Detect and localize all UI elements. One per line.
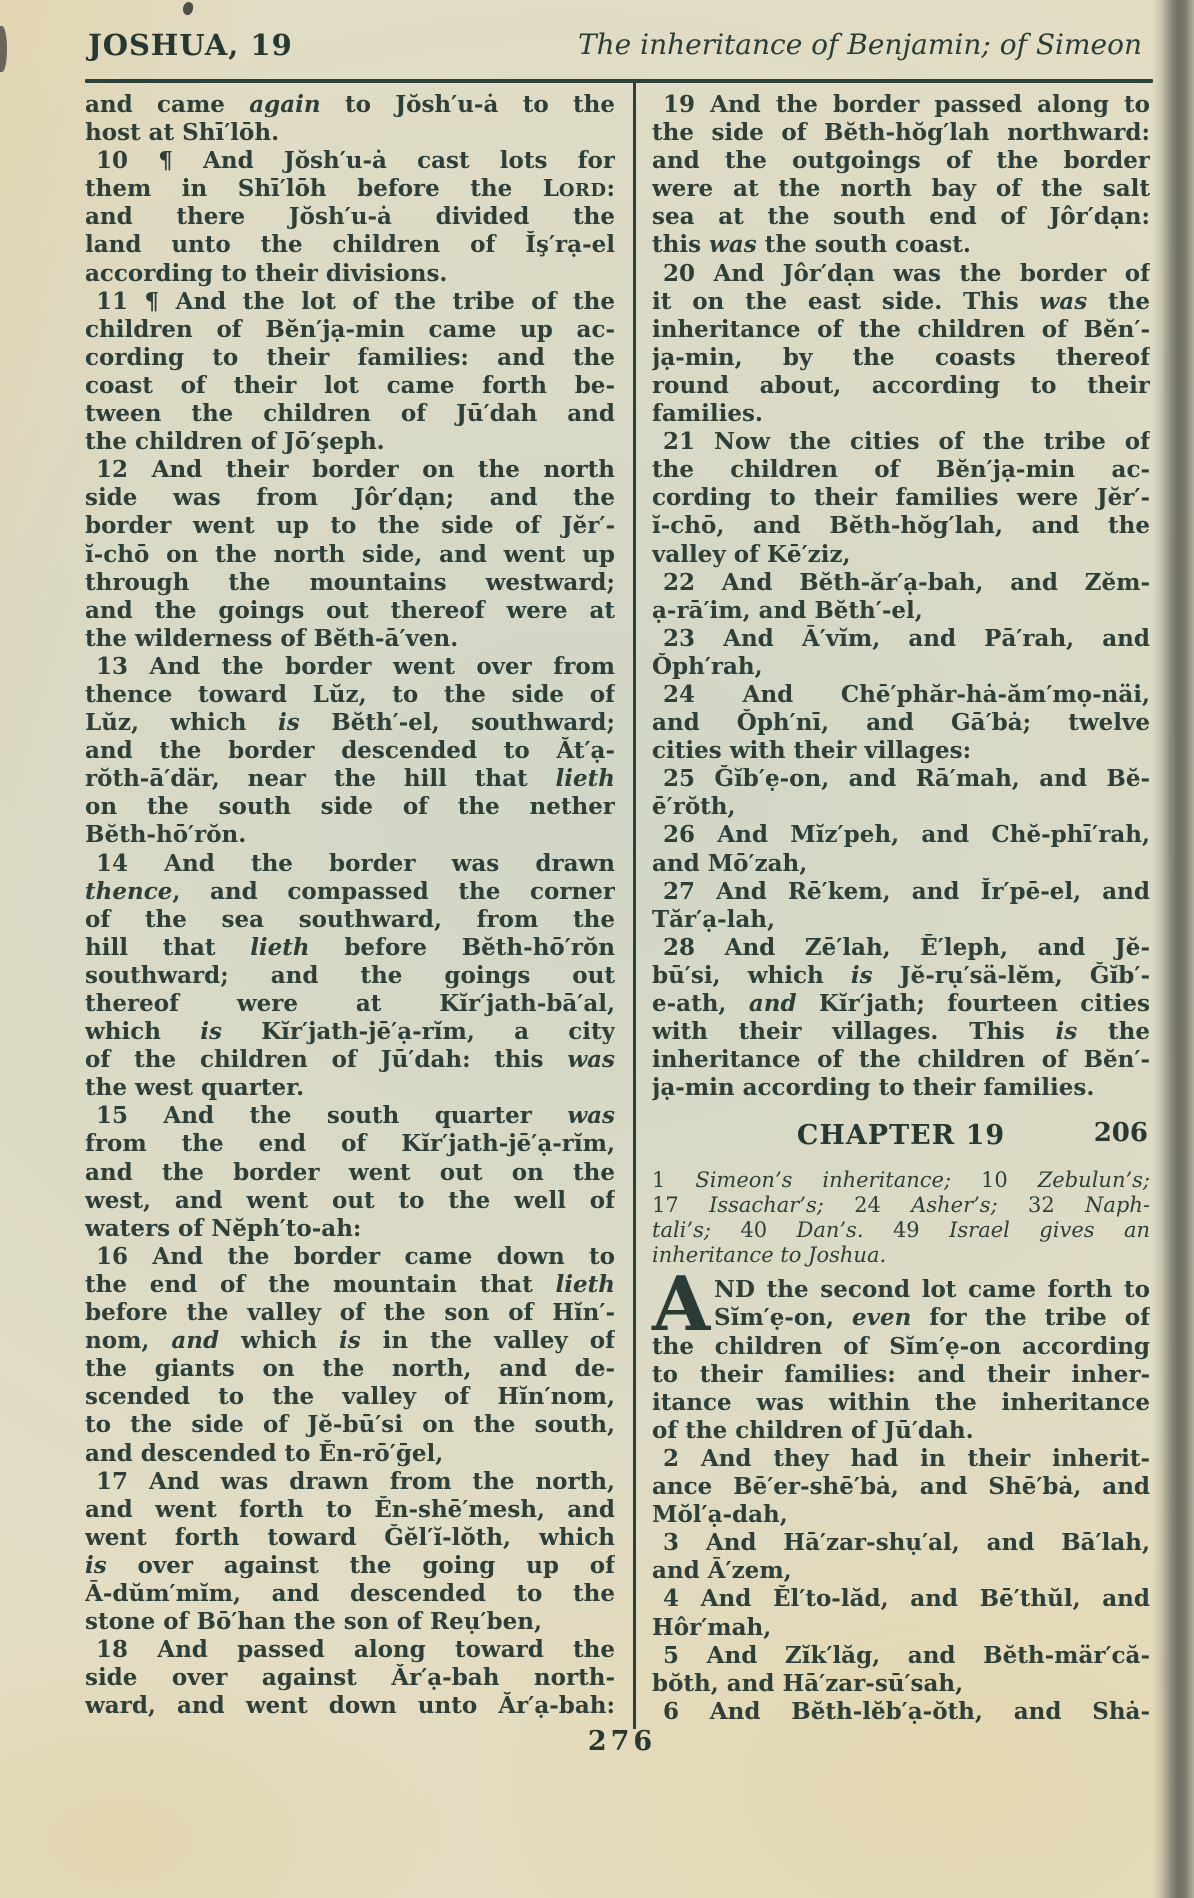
text-line: coast of their lot came forth be- — [85, 371, 615, 399]
text-line: ē′rŏth, — [652, 793, 736, 821]
text-line: Hôr′mah, — [652, 1613, 772, 1641]
text-line: tali’s; 40 Dan’s. 49 Israel gives an — [652, 1218, 1150, 1243]
text-line: Bĕth-hō′rŏn. — [85, 821, 247, 849]
text-line: itance was within the inheritance — [652, 1388, 1150, 1416]
text-line: of the sea southward, from the — [85, 905, 615, 933]
text-line: 13 And the border went over from — [96, 652, 615, 680]
text-line: were at the north bay of the salt — [652, 175, 1150, 203]
chapter-page-reference: 206 — [1093, 1118, 1148, 1149]
verse-paragraph — [85, 288, 615, 457]
text-line: families. — [652, 400, 763, 428]
verse-paragraph — [652, 1445, 1150, 1529]
verse-paragraph — [85, 1468, 615, 1637]
text-line: 16 And the border came down to — [96, 1242, 615, 1270]
verse-paragraph — [652, 91, 1150, 260]
verse-paragraph — [85, 653, 615, 850]
text-line: Sĭm′ẹ-on, even for the tribe of — [714, 1304, 1150, 1332]
text-line: Mŏl′ạ-dah, — [652, 1501, 788, 1529]
text-line: the wilderness of Bĕth-ā′ven. — [85, 624, 459, 652]
text-line: cities with their villages: — [652, 737, 972, 765]
chapter-heading — [652, 1102, 1150, 1166]
text-line: and the border descended to Ăt′ạ- — [85, 737, 615, 765]
text-line: cording to their families were Jĕr′- — [652, 484, 1150, 512]
verse-paragraph — [652, 681, 1150, 765]
verse-paragraph — [652, 1642, 1150, 1698]
verse-paragraph — [652, 1698, 1150, 1726]
text-line: on the south side of the nether — [85, 793, 615, 821]
text-line: jạ-min according to their families. — [652, 1074, 1095, 1102]
text-line: inheritance of the children of Bĕn′- — [652, 1046, 1150, 1074]
text-line: 3 And Hā′zar-shụ′al, and Bā′lah, — [663, 1529, 1150, 1557]
verse-paragraph — [652, 569, 1150, 625]
text-line: rŏth-ā′där, near the hill that lieth — [85, 765, 615, 793]
verse-paragraph — [652, 765, 1150, 821]
text-line: 21 Now the cities of the tribe of — [663, 428, 1150, 456]
text-line: land unto the children of Ĭş′rạ-el — [85, 231, 615, 259]
text-line: jạ-min, by the coasts thereof — [652, 343, 1150, 371]
verse-paragraph — [652, 1260, 1150, 1445]
text-line: the end of the mountain that lieth — [85, 1270, 615, 1298]
verse-paragraph — [652, 1168, 1150, 1268]
text-line: 23 And Ā′vĭm, and Pā′rah, and — [663, 624, 1150, 652]
text-line: and the border went out on the — [85, 1158, 615, 1186]
verse-paragraph — [85, 456, 615, 653]
text-line: southward; and the goings out — [85, 961, 615, 989]
verse-paragraph — [85, 1636, 615, 1720]
verse-paragraph — [652, 260, 1150, 429]
text-line: according to their divisions. — [85, 259, 448, 287]
text-line: and the goings out thereof were at — [85, 596, 615, 624]
text-line: side over against Ăr′ạ-bah north- — [85, 1664, 615, 1692]
text-line: 19 And the border passed along to — [663, 91, 1150, 118]
text-line: the children of Sĭm′ẹ-on according — [652, 1332, 1150, 1360]
drop-cap-letter: A — [652, 1260, 711, 1349]
text-line: 14 And the border was drawn — [96, 849, 615, 877]
text-line: inheritance to Joshua. — [652, 1243, 887, 1268]
verse-paragraph — [652, 1585, 1150, 1641]
text-line: 4 And Ĕl′to-lăd, and Bē′thŭl, and — [663, 1585, 1150, 1613]
text-line: round about, according to their — [652, 371, 1150, 399]
text-line: waters of Nĕph′to-ah: — [85, 1214, 362, 1242]
text-line: west, and went out to the well of — [85, 1186, 615, 1214]
text-line: is over against the going up of — [85, 1551, 615, 1579]
text-line: bŏth, and Hā′zar-sū′sah, — [652, 1669, 964, 1697]
text-line: and came again to Jŏsh′u-ȧ to the — [85, 91, 615, 118]
text-line: 22 And Bĕth-ăr′ạ-bah, and Zĕm- — [663, 568, 1150, 596]
text-line: 20 And Jôr′dạn was the border of — [663, 259, 1150, 287]
text-line: before the valley of the son of Hĭn′- — [85, 1299, 615, 1327]
header-running-title: The inheritance of Benjamin; of Simeon — [577, 28, 1142, 61]
text-line: border went up to the side of Jĕr′- — [85, 512, 615, 540]
text-line: 12 And their border on the north — [96, 456, 615, 484]
text-line: and descended to Ĕn-rō′ḡel, — [85, 1439, 444, 1467]
text-line: Lŭz, which is Bĕth′-el, southward; — [85, 709, 615, 737]
text-line: 6 And Bĕth-lĕb′ạ-ŏth, and Shȧ- — [663, 1697, 1150, 1725]
text-line: 28 And Zē′lah, Ē′leph, and Jĕ- — [663, 933, 1150, 961]
verse-paragraph — [85, 91, 615, 147]
verse-paragraph — [85, 850, 615, 1103]
page-number: 276 — [587, 1726, 657, 1757]
text-line: 27 And Rē′kem, and Ĭr′pē-el, and — [663, 877, 1150, 905]
text-line: 17 Issachar’s; 24 Asher’s; 32 Naph- — [652, 1193, 1150, 1218]
text-line: host at Shī′lōh. — [85, 119, 280, 147]
chapter-summary — [652, 1168, 1150, 1268]
text-line: ND the second lot came forth to — [714, 1276, 1150, 1304]
text-line: ance Bē′er-shē′bȧ, and Shē′bȧ, and — [652, 1473, 1150, 1501]
text-line: the children of Jō′şeph. — [85, 428, 385, 456]
verse-paragraph — [85, 1243, 615, 1468]
text-line: children of Bĕn′jạ-min came up ac- — [85, 315, 615, 343]
text-line: Ŏph′rah, — [652, 652, 763, 680]
text-line: 25 Ğĭb′ẹ-on, and Rā′mah, and Bĕ- — [663, 765, 1150, 793]
verse-paragraph — [652, 821, 1150, 877]
text-line: with their villages. This is the — [652, 1018, 1150, 1046]
text-line: ĭ-chō on the north side, and went up — [85, 540, 615, 568]
verse-paragraph — [652, 625, 1150, 681]
text-line: scended to the valley of Hĭn′nom, — [85, 1383, 615, 1411]
text-line: and the outgoings of the border — [652, 147, 1150, 175]
text-line: stone of Bō′han the son of Reụ′ben, — [85, 1608, 542, 1636]
verse-paragraph — [652, 934, 1150, 1103]
text-line: of the children of Jū′dah: this was — [85, 1046, 615, 1074]
text-line: which is Kĭr′jath-jē′ạ-rĭm, a city — [85, 1018, 615, 1046]
text-line: the west quarter. — [85, 1074, 305, 1102]
text-line: and Mō′zah, — [652, 849, 808, 877]
text-line: and went forth to Ĕn-shē′mesh, and — [85, 1495, 615, 1523]
chapter-title: CHAPTER 19 — [796, 1120, 1006, 1152]
text-line: 26 And Mĭz′peh, and Chĕ-phī′rah, — [663, 821, 1150, 849]
text-line: and Ā′zem, — [652, 1557, 792, 1585]
text-line: to the side of Jĕ-bū′si on the south, — [85, 1411, 615, 1439]
text-line: 5 And Zĭk′lăg, and Bĕth-mär′că- — [663, 1641, 1150, 1669]
page-edge-shadow — [1152, 0, 1194, 1898]
text-line: 24 And Chē′phăr-hȧ-ăm′mọ-näi, — [663, 680, 1150, 708]
text-line: cording to their families: and the — [85, 343, 615, 371]
text-line: from the end of Kĭr′jath-jē′ạ-rĭm, — [85, 1130, 615, 1158]
text-line: thence toward Lŭz, to the side of — [85, 680, 615, 708]
text-line: thence, and compassed the corner — [85, 877, 615, 905]
text-line: to their families: and their inher- — [652, 1360, 1150, 1388]
text-line: Ā-dŭm′mĭm, and descended to the — [85, 1579, 615, 1607]
text-line: and there Jŏsh′u-ȧ divided the — [85, 203, 615, 231]
text-line: 17 And was drawn from the north, — [96, 1467, 615, 1495]
text-line: tween the children of Jū′dah and — [85, 400, 615, 428]
text-line: this was the south coast. — [652, 231, 971, 259]
text-line: inheritance of the children of Bĕn′- — [652, 315, 1150, 343]
text-line: valley of Kē′ziz, — [652, 540, 851, 568]
text-line: of the children of Jū′dah. — [652, 1416, 974, 1444]
text-line: it on the east side. This was the — [652, 287, 1150, 315]
text-line: hill that lieth before Bĕth-hō′rŏn — [85, 933, 615, 961]
scan-ink-speck — [181, 1, 195, 16]
right-text-column — [652, 91, 1150, 1726]
text-line: 1 Simeon’s inheritance; 10 Zebulun’s; — [652, 1168, 1150, 1193]
header-book-reference: JOSHUA, 19 — [88, 28, 293, 62]
text-line: ĭ-chō, and Bĕth-hŏg′lah, and the — [652, 512, 1150, 540]
text-line: through the mountains westward; — [85, 568, 615, 596]
verse-paragraph — [652, 1529, 1150, 1585]
text-line: nom, and which is in the valley of — [85, 1327, 615, 1355]
verse-paragraph — [652, 878, 1150, 934]
verse-paragraph — [85, 147, 615, 287]
text-line: 11 ¶ And the lot of the tribe of the — [96, 287, 615, 315]
text-line: and Ŏph′nī, and Gā′bȧ; twelve — [652, 709, 1150, 737]
text-line: the side of Bĕth-hŏg′lah northward: — [652, 119, 1150, 147]
text-line: 15 And the south quarter was — [96, 1102, 615, 1130]
verse-paragraph — [652, 428, 1150, 568]
text-line: went forth toward Ğĕl′ĭ-lŏth, which — [85, 1523, 615, 1551]
text-line: bū′si, which is Jĕ-rụ′sä-lĕm, Ğĭb′- — [652, 961, 1150, 989]
text-line: the children of Bĕn′jạ-min ac- — [652, 456, 1150, 484]
text-line: 18 And passed along toward the — [96, 1636, 615, 1664]
text-line: side was from Jôr′dạn; and the — [85, 484, 615, 512]
text-line: 10 ¶ And Jŏsh′u-ȧ cast lots for — [96, 147, 615, 175]
text-line: sea at the south end of Jôr′dạn: — [652, 203, 1150, 231]
text-line: 2 And they had in their inherit- — [663, 1444, 1150, 1472]
text-line: the giants on the north, and de- — [85, 1355, 615, 1383]
text-line: Tăr′ạ-lah, — [652, 905, 776, 933]
column-divider-rule — [633, 83, 636, 1729]
verse-paragraph — [85, 1102, 615, 1242]
left-text-column — [85, 91, 615, 1720]
text-line: e-ath, and Kĭr′jath; fourteen cities — [652, 990, 1150, 1017]
text-line: thereof were at Kĭr′jath-bā′al, — [85, 990, 615, 1017]
text-line: them in Shī′lōh before the LORD: — [85, 175, 615, 203]
right-column-verses-bottom — [652, 1260, 1150, 1726]
right-column-verses-top — [652, 91, 1150, 1102]
text-line: ạ-rā′im, and Bĕth′-el, — [652, 596, 923, 624]
header-rule — [85, 79, 1153, 83]
text-line: ward, and went down unto Ăr′ạ-bah: — [85, 1692, 615, 1720]
scan-corner-mark — [0, 26, 7, 72]
